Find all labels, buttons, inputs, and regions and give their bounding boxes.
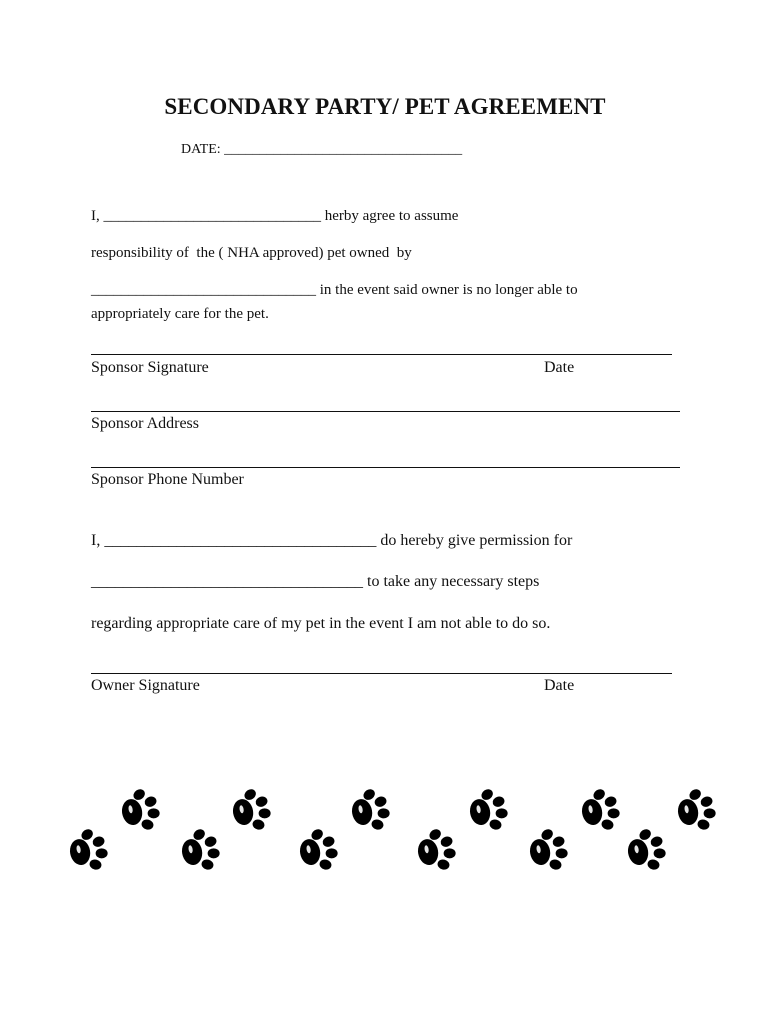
sponsor-address-label: Sponsor Address xyxy=(91,415,200,432)
owner-line-1: I, __________________________________ do hereby give permission for xyxy=(91,532,573,549)
sponsor-signature-label: Sponsor Signature xyxy=(91,359,209,376)
sponsor-signature-line xyxy=(91,354,672,355)
owner-date-label: Date xyxy=(544,677,575,694)
paw-print-icon xyxy=(219,786,279,836)
paw-print-icon xyxy=(56,826,116,876)
paw-print-icon xyxy=(614,826,674,876)
sponsor-date-label: Date xyxy=(544,359,575,376)
paw-print-icon xyxy=(168,826,228,876)
paw-print-icon xyxy=(338,786,398,836)
sponsor-line-2: responsibility of the ( NHA approved) pet owned by xyxy=(91,245,412,261)
sponsor-phone-label: Sponsor Phone Number xyxy=(91,471,244,488)
date-line: DATE: __________________________________ xyxy=(181,142,463,157)
page-title: SECONDARY PARTY/ PET AGREEMENT xyxy=(164,94,606,119)
owner-signature-label: Owner Signature xyxy=(91,677,200,694)
paw-print-icon xyxy=(456,786,516,836)
paw-print-icon xyxy=(404,826,464,876)
sponsor-address-line xyxy=(91,411,680,412)
owner-line-3: regarding appropriate care of my pet in the event I am not able to do so. xyxy=(91,615,551,632)
paw-print-icon xyxy=(286,826,346,876)
owner-line-2: __________________________________ to take any necessary steps xyxy=(91,573,540,590)
sponsor-line-3: ______________________________ in the event said owner is no longer able to xyxy=(91,282,578,298)
paw-print-icon xyxy=(108,786,168,836)
sponsor-line-4: appropriately care for the pet. xyxy=(91,306,269,322)
sponsor-line-1: I, _____________________________ herby agree to assume xyxy=(91,208,459,224)
owner-signature-line xyxy=(91,673,672,674)
sponsor-phone-line xyxy=(91,467,680,468)
paw-print-icon xyxy=(516,826,576,876)
